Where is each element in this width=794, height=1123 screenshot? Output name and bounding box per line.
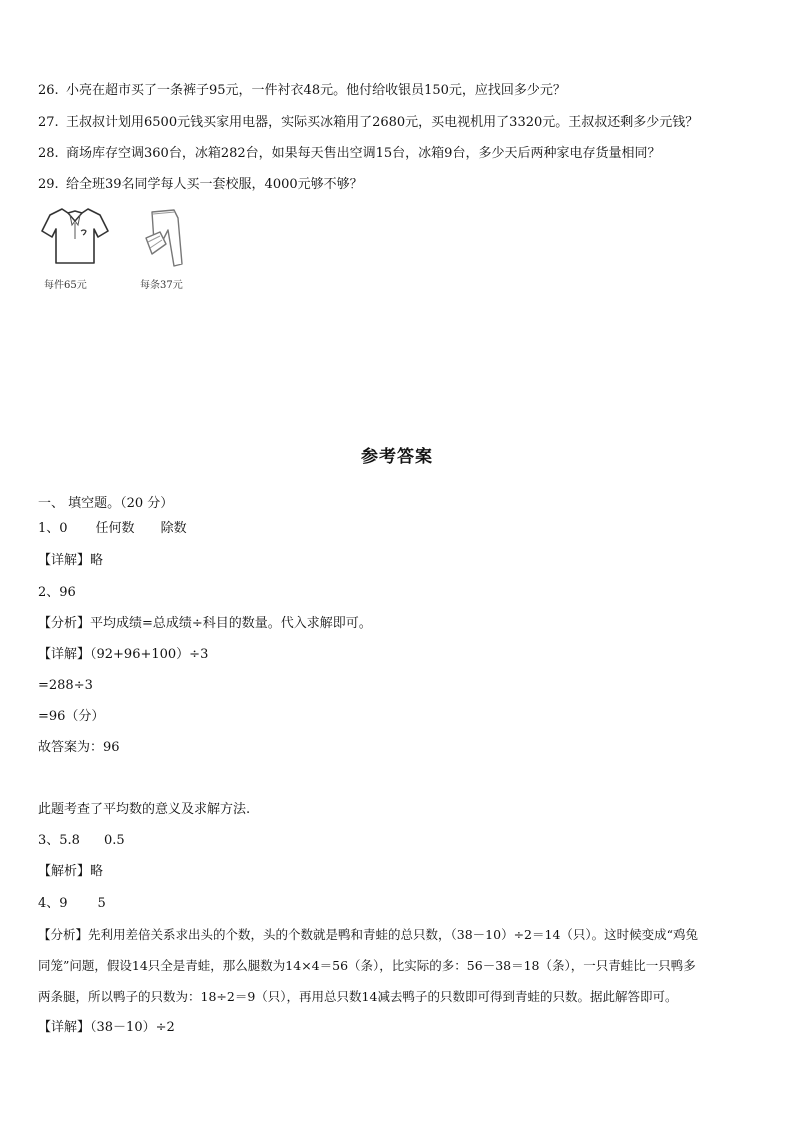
question-text: 给全班39名同学每人买一套校服，4000元够不够？: [66, 177, 363, 192]
question-29: [38, 176, 363, 194]
answer-2-detail: 【详解】（92+96+100）÷3: [38, 647, 209, 662]
question-26: [38, 82, 566, 100]
answer-2-step-1: =288÷3: [38, 678, 93, 693]
pants-illustration: [138, 208, 190, 276]
answer-4-analysis-line-3: 两条腿，所以鸭子的只数为：18÷2＝9（只），再用总只数14减去鸭子的只数即可得到青蛙的只数。据此解答即可。: [38, 989, 678, 1004]
shirt-price-label: 每件65元: [44, 280, 87, 291]
answers-title: 参考答案: [361, 447, 433, 467]
question-27: [38, 114, 698, 132]
answer-2-step-2: =96（分）: [38, 709, 105, 724]
answer-2-note: 此题考查了平均数的意义及求解方法.: [38, 802, 251, 817]
pants-price-label: 每条37元: [140, 280, 183, 291]
question-text: 小亮在超市买了一条裤子95元，一件衬衣48元。他付给收银员150元，应找回多少元？: [66, 83, 566, 98]
section-heading: 一、 填空题。（20 分）: [38, 496, 174, 511]
answer-1: [38, 520, 187, 538]
question-28: [38, 145, 660, 163]
question-text: 商场库存空调360台，冰箱282台，如果每天售出空调15台，冰箱9台，多少天后两种家电存货量相同？: [66, 146, 661, 161]
answer-3: [38, 832, 125, 850]
shirt-illustration: [40, 205, 110, 271]
answer-4-detail: 【详解】（38－10）÷2: [38, 1020, 175, 1035]
answer-4-analysis-line-1: 【分析】先利用差倍关系求出头的个数，头的个数就是鸭和青蛙的总只数，（38－10）÷2＝14（只）。这时候变成“鸡兔: [38, 927, 699, 942]
answer-3-detail: 【解析】略: [38, 864, 104, 879]
answer-4-analysis-line-2: 同笼”问题，假设14只全是青蛙，那么腿数为14×4＝56（条），比实际的多：56－38＝18（条），一只青蛙比一只鸭多: [38, 958, 696, 973]
answer-4-value: 4、9: [38, 896, 68, 911]
answer-1-detail: 【详解】略: [38, 553, 104, 568]
answer-2: 2、96: [38, 585, 76, 600]
question-number: 29.: [38, 177, 59, 192]
shirt-icon: [40, 205, 110, 267]
answer-3-value: 3、5.8: [38, 833, 80, 848]
pants-icon: [138, 208, 190, 272]
answer-1-value: 1、0: [38, 521, 68, 536]
question-number: 28.: [38, 146, 59, 161]
answer-1-value-3: 除数: [160, 521, 187, 536]
question-number: 27.: [38, 115, 59, 130]
answer-4-value-2: 5: [97, 896, 106, 911]
answer-2-result: 故答案为：96: [38, 740, 120, 755]
question-number: 26.: [38, 83, 59, 98]
answer-3-value-2: 0.5: [103, 833, 125, 848]
answer-1-value-2: 任何数: [95, 521, 135, 536]
question-text: 王叔叔计划用6500元钱买家用电器，实际买冰箱用了2680元，买电视机用了3320元。王叔叔还剩多少元钱？: [66, 115, 699, 130]
answer-2-analysis: 【分析】平均成绩=总成绩÷科目的数量。代入求解即可。: [38, 616, 372, 631]
answer-4: [38, 895, 106, 913]
